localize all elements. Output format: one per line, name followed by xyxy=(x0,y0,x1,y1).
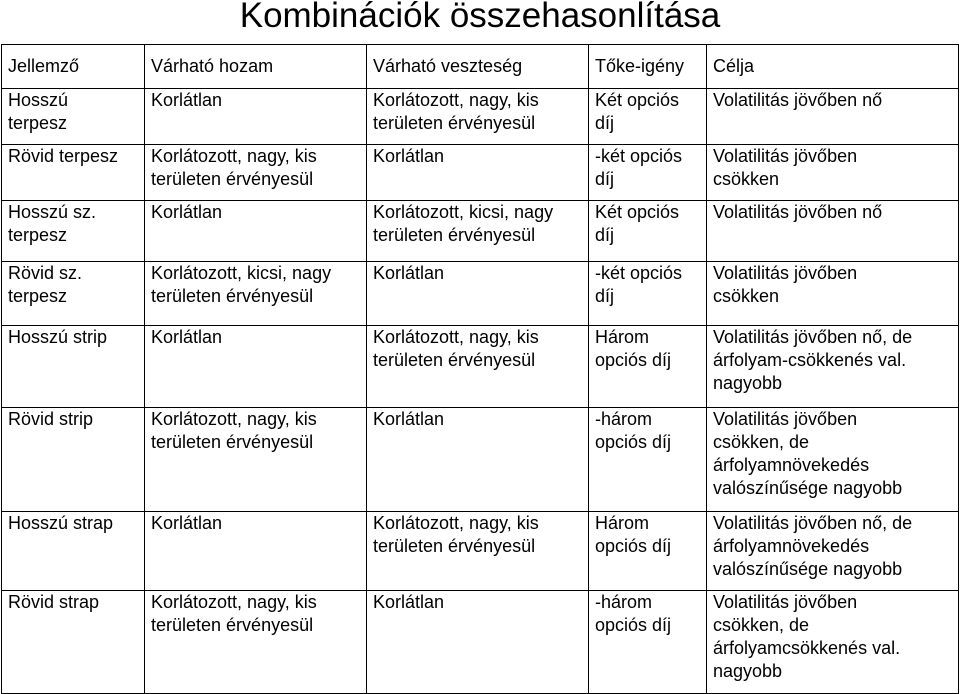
table-cell: Három opciós díj xyxy=(589,326,707,408)
table-cell: Volatilitás jövőben nő, de árfolyam-csökkenés val. nagyobb xyxy=(707,326,959,408)
table-row xyxy=(2,262,959,326)
table-cell: Korlátozott, nagy, kis területen érvényesül xyxy=(367,512,589,591)
table-row xyxy=(2,591,959,694)
column-header: Célja xyxy=(707,45,959,89)
table-cell: Korlátozott, nagy, kis területen érvényesül xyxy=(367,89,589,145)
table-cell: Korlátlan xyxy=(145,201,367,262)
table-cell: Rövid terpesz xyxy=(2,145,145,201)
table-cell: Volatilitás jövőben csökken, de árfolyamcsökkenés val. nagyobb xyxy=(707,591,959,694)
table-cell: Korlátozott, nagy, kis területen érvényesül xyxy=(145,408,367,512)
table-cell: Hosszú strip xyxy=(2,326,145,408)
table-cell: Volatilitás jövőben nő xyxy=(707,201,959,262)
table-cell: Volatilitás jövőben nő, de árfolyamnövekedés valószínűsége nagyobb xyxy=(707,512,959,591)
column-header: Jellemző xyxy=(2,45,145,89)
table-cell: Korlátlan xyxy=(367,591,589,694)
table-cell: Korlátlan xyxy=(367,408,589,512)
table-row xyxy=(2,326,959,408)
table-cell: Korlátlan xyxy=(367,145,589,201)
table-cell: Három opciós díj xyxy=(589,512,707,591)
table-cell: Hosszú terpesz xyxy=(2,89,145,145)
table-cell: Korlátozott, kicsi, nagy területen érvényesül xyxy=(367,201,589,262)
table-row xyxy=(2,408,959,512)
table-cell: Korlátlan xyxy=(145,512,367,591)
header-row xyxy=(2,45,959,89)
table-cell: Rövid strap xyxy=(2,591,145,694)
table-cell: Hosszú sz. terpesz xyxy=(2,201,145,262)
page-title: Kombinációk összehasonlítása xyxy=(239,0,721,35)
table-cell: Korlátozott, nagy, kis területen érvényesül xyxy=(145,145,367,201)
table-row xyxy=(2,512,959,591)
table-cell: Korlátlan xyxy=(145,326,367,408)
column-header: Tőke-igény xyxy=(589,45,707,89)
comparison-table xyxy=(1,44,959,694)
table-cell: -három opciós díj xyxy=(589,591,707,694)
table-cell: Két opciós díj xyxy=(589,89,707,145)
table-cell: Korlátozott, nagy, kis területen érvényesül xyxy=(145,591,367,694)
column-header: Várható veszteség xyxy=(367,45,589,89)
table-row xyxy=(2,201,959,262)
table-cell: Volatilitás jövőben csökken, de árfolyamnövekedés valószínűsége nagyobb xyxy=(707,408,959,512)
table-cell: Korlátlan xyxy=(367,262,589,326)
table-row xyxy=(2,145,959,201)
table-cell: Volatilitás jövőben csökken xyxy=(707,145,959,201)
table-cell: Korlátozott, nagy, kis területen érvényesül xyxy=(367,326,589,408)
table-row xyxy=(2,89,959,145)
table-cell: -három opciós díj xyxy=(589,408,707,512)
table-cell: -két opciós díj xyxy=(589,262,707,326)
table-cell: Korlátlan xyxy=(145,89,367,145)
table-cell: Rövid strip xyxy=(2,408,145,512)
table-cell: Két opciós díj xyxy=(589,201,707,262)
table-cell: Rövid sz. terpesz xyxy=(2,262,145,326)
table-cell: Korlátozott, kicsi, nagy területen érvényesül xyxy=(145,262,367,326)
table-cell: Hosszú strap xyxy=(2,512,145,591)
column-header: Várható hozam xyxy=(145,45,367,89)
table-cell: Volatilitás jövőben csökken xyxy=(707,262,959,326)
table-cell: -két opciós díj xyxy=(589,145,707,201)
table-cell: Volatilitás jövőben nő xyxy=(707,89,959,145)
